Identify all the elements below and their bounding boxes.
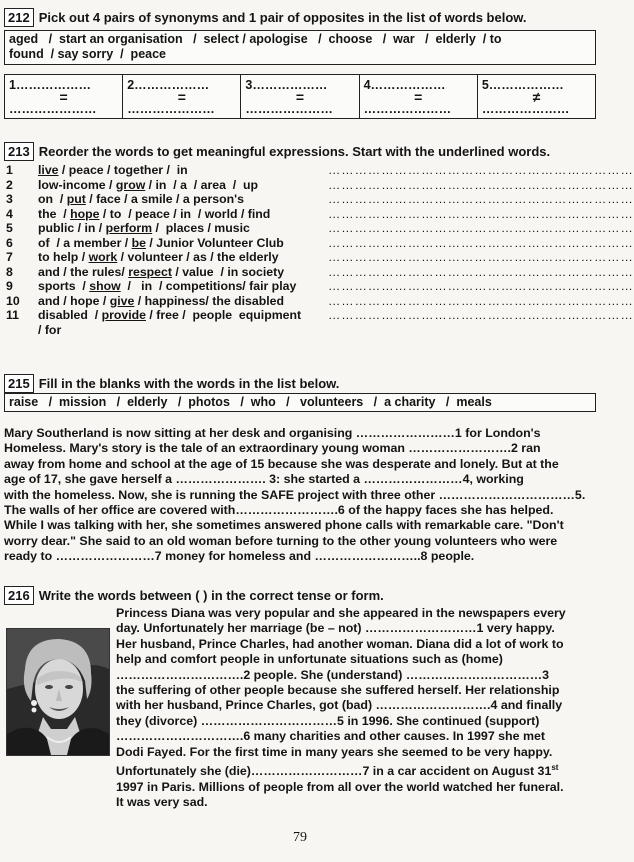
gap-fill-text	[116, 606, 596, 810]
item-number: 2	[6, 177, 13, 192]
reorder-item	[6, 163, 634, 178]
reorder-item	[6, 192, 634, 207]
item-number: 3	[6, 192, 13, 206]
underlined-word: give	[109, 293, 135, 308]
reorder-item	[6, 235, 634, 251]
pair-blank-top: 4………………	[363, 78, 446, 92]
pair-cell[interactable]	[478, 75, 595, 118]
not-equals-sign: ≠	[532, 89, 541, 105]
scrambled-words: public / in / perform / places / music	[38, 221, 250, 235]
answer-line[interactable]: ……………………………………………………………	[328, 264, 634, 279]
underlined-word: provide	[101, 308, 146, 322]
text-line: 1997 in Paris. Millions of people from all over the world watched her funeral.	[116, 779, 564, 794]
underlined-word: show	[89, 279, 121, 293]
text-line: Mary Southerland is now sitting at her desk and organising ……………………1 for London's	[4, 426, 541, 440]
equals-sign: =	[295, 89, 305, 105]
text-line: It was very sad.	[116, 795, 208, 809]
item-number	[6, 323, 38, 338]
scrambled-words: / for	[38, 322, 62, 337]
exercise-instruction: Fill in the blanks with the words in the list below.	[38, 376, 340, 391]
reorder-item	[6, 221, 634, 236]
reorder-item	[6, 279, 634, 294]
item-number: 7	[6, 250, 13, 264]
text-line: with her husband, Prince Charles, got (bad) ……………………….4 and finally	[116, 698, 563, 713]
text-line: age of 17, she gave herself a …………………. 3: she started a ……………………4, working	[4, 472, 524, 487]
pair-blank-top: 2………………	[127, 78, 210, 92]
text-line: day. Unfortunately her marriage (be – not) ………………………1 very happy.	[116, 621, 555, 636]
exercise-number: 215	[4, 374, 34, 393]
item-number: 9	[6, 279, 13, 293]
answer-line[interactable]: ……………………………………………………………	[328, 250, 634, 264]
reorder-item	[6, 177, 634, 193]
answer-line[interactable]: ……………………………………………………………	[328, 235, 634, 250]
item-number: 6	[6, 235, 13, 250]
word-list-box	[4, 30, 596, 65]
portrait-illustration	[7, 629, 109, 755]
underlined-word: perform	[105, 221, 153, 235]
word-list-line: aged / start an organisation / select / apologise / choose / war / elderly / to	[9, 32, 502, 46]
exercise-216-header	[4, 586, 384, 605]
equals-sign: =	[59, 89, 68, 105]
scrambled-words: live / peace / together / in	[38, 163, 188, 177]
reorder-item	[6, 206, 634, 222]
text-line: worry dear." She said to an old woman before turning to the other young volunteers who were	[4, 533, 558, 548]
answer-line[interactable]: ……………………………………………………………	[328, 192, 634, 206]
pair-blank-bottom: …………………	[363, 102, 452, 116]
text-line: Unfortunately she (die)………………………7 in a car accident on August 31st	[116, 763, 559, 779]
underlined-word: live	[38, 163, 59, 177]
exercise-213-header	[4, 142, 550, 161]
exercise-instruction: Reorder the words to get meaningful expressions. Start with the underlined words.	[38, 144, 551, 159]
scrambled-words: the / hope / to / peace / in / world / find	[38, 206, 271, 221]
exercise-215-header	[4, 374, 339, 393]
text-line: Homeless. Mary's story is the tale of an extraordinary young woman …………………….2 ran	[4, 441, 541, 456]
synonym-pairs-table	[4, 74, 596, 119]
pair-cell[interactable]	[5, 75, 123, 118]
underlined-word: put	[66, 192, 86, 206]
answer-line[interactable]: ……………………………………………………………	[328, 163, 634, 177]
exercise-212-header	[4, 8, 527, 27]
underlined-word: work	[88, 250, 118, 264]
pair-blank-bottom: …………………	[127, 102, 215, 116]
scrambled-words: and / hope / give / happiness/ the disabled	[38, 293, 284, 308]
item-number: 8	[6, 264, 13, 279]
reorder-item	[6, 323, 596, 338]
text-line: Her husband, Prince Charles, had another woman. Diana did a lot of work to	[116, 636, 564, 651]
exercise-instruction: Write the words between ( ) in the correct tense or form.	[38, 588, 384, 603]
scrambled-words: disabled / provide / free / people equipment	[38, 308, 302, 322]
reorder-item	[6, 264, 634, 280]
text-line: Dodi Fayed. For the first time in many years she seemed to be very happy.	[116, 744, 553, 759]
underlined-word: respect	[128, 264, 172, 279]
text-line: with the homeless. Now, she is running the SAFE project with three other ……………………………5.	[4, 487, 586, 502]
pair-blank-top: 1………………	[9, 78, 91, 92]
reorder-item	[6, 250, 634, 265]
equals-sign: =	[177, 89, 186, 105]
item-number: 10	[6, 293, 20, 308]
exercise-instruction: Pick out 4 pairs of synonyms and 1 pair of opposites in the list of words below.	[38, 10, 527, 25]
pair-blank-top: 5………………	[481, 78, 564, 92]
item-number: 5	[6, 221, 13, 235]
word-list-box: raise / mission / elderly / photos / who / volunteers / a charity / meals	[4, 393, 596, 412]
text-line: ………………………….6 many charities and other causes. In 1997 she met	[116, 729, 545, 744]
gap-fill-text	[4, 426, 596, 565]
item-number: 1	[6, 163, 13, 177]
equals-sign: =	[414, 89, 423, 105]
scrambled-words: and / the rules/ respect / value / in society	[38, 264, 285, 279]
pair-cell[interactable]	[360, 75, 478, 118]
superscript: st	[551, 763, 559, 773]
text-line: ………………………….2 people. She (understand) ……………………………3	[116, 667, 550, 682]
text-line: While I was talking with her, she sometimes answered phone calls with remarkable care. "Don't	[4, 518, 564, 533]
text-line: Princess Diana was very popular and she appeared in the newspapers every	[116, 606, 566, 620]
reorder-item	[6, 308, 634, 323]
reorder-list	[6, 163, 634, 337]
text-line: help and comfort people in unfortunate situations such as (home)	[116, 652, 503, 667]
exercise-number: 213	[4, 142, 34, 161]
exercise-number: 216	[4, 586, 34, 605]
scrambled-words: low-income / grow / in / a / area / up	[38, 177, 259, 192]
word-list-line: found / say sorry / peace	[9, 47, 167, 61]
page-number: 79	[293, 830, 307, 845]
answer-line[interactable]: ……………………………………………………………	[328, 293, 634, 308]
answer-line[interactable]: ……………………………………………………………	[328, 308, 634, 322]
text-line: The walls of her office are covered with…………………….6 of the happy faces she has helped.	[4, 503, 554, 518]
reorder-item	[6, 293, 634, 309]
item-number: 4	[6, 206, 13, 221]
answer-line[interactable]: ……………………………………………………………	[328, 206, 634, 221]
scrambled-words: to help / work / volunteer / as / the elderly	[38, 250, 279, 264]
pair-cell[interactable]	[123, 75, 241, 118]
pair-cell[interactable]	[241, 75, 359, 118]
answer-line[interactable]: ……………………………………………………………	[328, 221, 634, 235]
scrambled-words: on / put / face / a smile / a person's	[38, 192, 244, 206]
answer-line[interactable]: ……………………………………………………………	[328, 177, 634, 192]
answer-line[interactable]: ……………………………………………………………	[328, 279, 634, 293]
underlined-word: be	[131, 235, 146, 250]
pair-blank-bottom: …………………	[9, 102, 97, 116]
princess-diana-photo	[6, 628, 110, 756]
text-line: away from home and school at the age of 15 because she was desperate and lonely. But at the	[4, 456, 559, 471]
text-line: the suffering of other people because she suffered herself. Her relationship	[116, 683, 560, 698]
exercise-number: 212	[4, 8, 34, 27]
pair-blank-bottom: …………………	[481, 102, 570, 116]
scrambled-words: sports / show / in / competitions/ fair play	[38, 279, 297, 293]
pair-blank-top: 3………………	[245, 78, 328, 92]
underlined-word: grow	[115, 177, 146, 192]
pair-blank-bottom: …………………	[245, 102, 333, 116]
scrambled-words: of / a member / be / Junior Volunteer Club	[38, 235, 284, 250]
text-line: ready to ……………………7 money for homeless and ……………………..8 people.	[4, 549, 475, 564]
text-line: they (divorce) ……………………………5 in 1996. She continued (support)	[116, 713, 540, 728]
item-number: 11	[6, 308, 19, 322]
underlined-word: hope	[70, 206, 100, 221]
